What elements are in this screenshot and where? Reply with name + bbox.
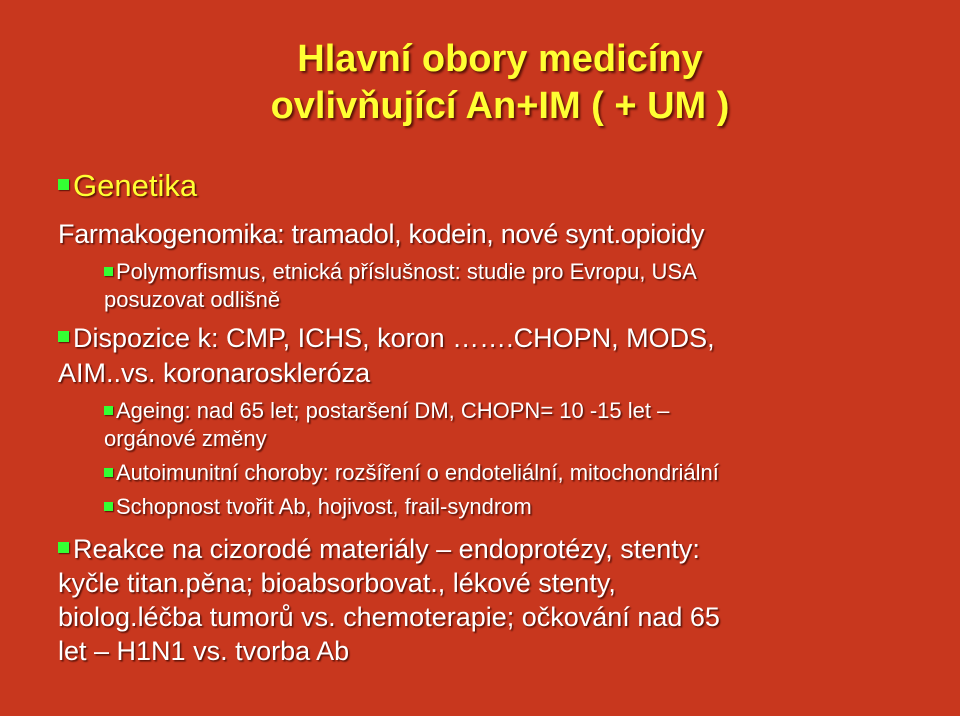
slide-title-line-2: ovlivňující An+IM ( + UM )	[270, 85, 730, 127]
farmakogenomika-text: Farmakogenomika: tramadol, kodein, nové synt.opioidy	[58, 219, 705, 249]
bullet-reakce	[58, 533, 700, 565]
schopnost-text: Schopnost tvořit Ab, hojivost, frail-syndrom	[116, 494, 532, 519]
sub-bullet-autoimunitni	[104, 460, 719, 486]
bullet-genetika-text: Genetika	[73, 168, 198, 203]
square-bullet-icon	[58, 542, 69, 553]
polymorfismus-line-1: Polymorfismus, etnická příslušnost: studie pro Evropu, USA	[116, 259, 697, 284]
polymorfismus-line-2: posuzovat odlišně	[104, 287, 281, 312]
reakce-line-2: kyčle titan.pěna; bioabsorbovat., lékové stenty,	[58, 568, 616, 598]
square-bullet-icon	[104, 468, 113, 477]
sub-bullet-polymorfismus	[104, 259, 697, 285]
square-bullet-icon	[58, 331, 69, 342]
slide-title-line-1: Hlavní obory medicíny	[297, 38, 703, 80]
ageing-line-1: Ageing: nad 65 let; postaršení DM, CHOPN= 10 -15 let –	[116, 398, 670, 423]
sub-bullet-ageing	[104, 398, 669, 424]
square-bullet-icon	[104, 267, 113, 276]
sub-bullet-schopnost	[104, 494, 532, 520]
square-bullet-icon	[58, 179, 69, 190]
dispozice-line-1: Dispozice k: CMP, ICHS, koron …….CHOPN, MODS,	[73, 323, 715, 353]
reakce-line-1: Reakce na cizorodé materiály – endoprotézy, stenty:	[73, 534, 700, 564]
dispozice-line-2: AIM..vs. koronaroskleróza	[58, 358, 371, 388]
ageing-line-2: orgánové změny	[104, 426, 267, 451]
bullet-dispozice	[58, 322, 715, 354]
reakce-line-4: let – H1N1 vs. tvorba Ab	[58, 636, 350, 666]
square-bullet-icon	[104, 406, 113, 415]
square-bullet-icon	[104, 502, 113, 511]
reakce-line-3: biolog.léčba tumorů vs. chemoterapie; očkování nad 65	[58, 602, 720, 632]
bullet-genetika	[58, 168, 197, 204]
autoimunitni-text: Autoimunitní choroby: rozšíření o endoteliální, mitochondriální	[116, 460, 719, 485]
